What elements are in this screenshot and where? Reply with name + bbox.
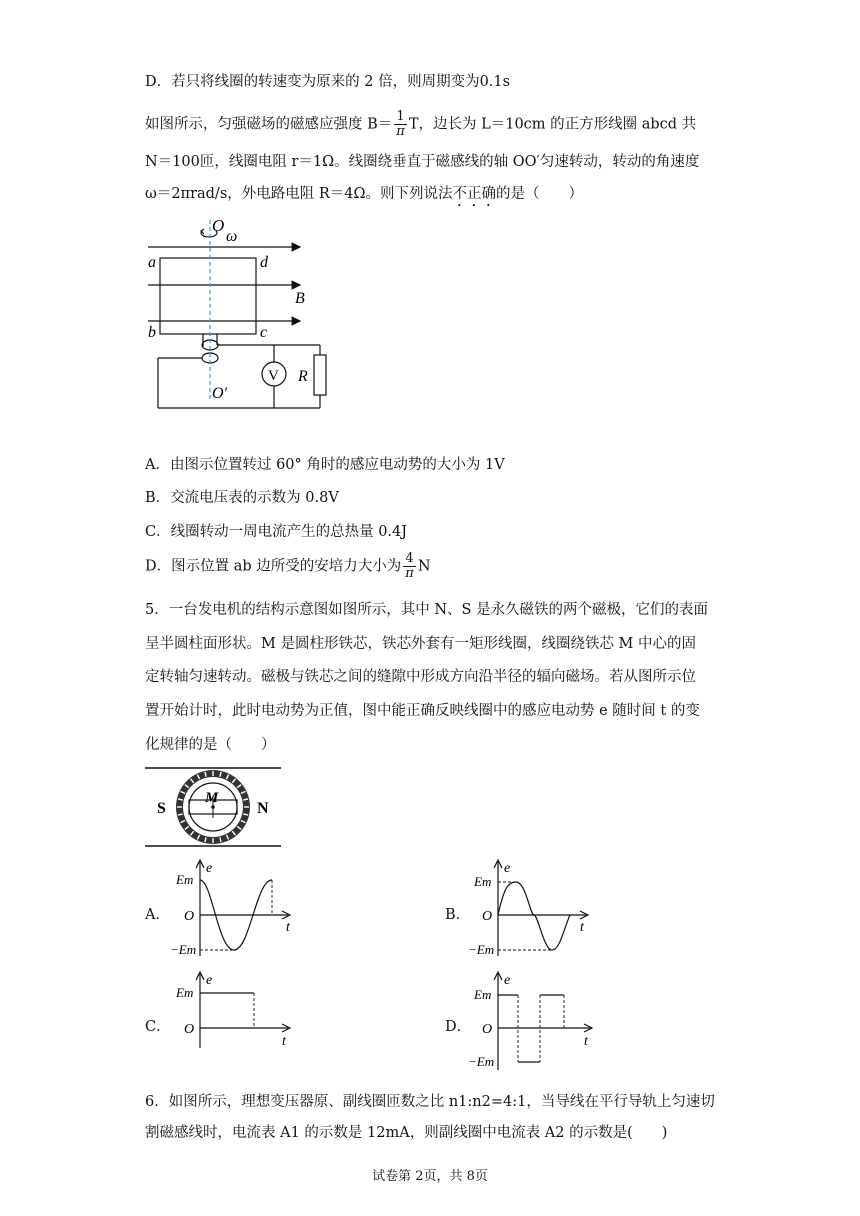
q5-b-em: Em xyxy=(474,874,492,889)
page-footer: 试卷第 2页，共 8页 xyxy=(372,1169,488,1184)
q4-stem-a: 如图所示，匀强磁场的磁感应强度 B＝ xyxy=(145,116,393,133)
q5-d-t: t xyxy=(584,1034,588,1049)
q4-option-b: B．交流电压表的示数为 0.8V xyxy=(145,490,339,506)
q5-d-e: e xyxy=(504,973,511,988)
q4-option-c: C．线圈转动一周电流产生的总热量 0.4J xyxy=(145,524,408,540)
q5-a-neg-em: −Em xyxy=(170,942,197,957)
q5-stem-line4: 置开始计时，此时电动势为正值，图中能正确反映线圈中的感应电动势 e 随时间 t 的变 xyxy=(145,703,700,719)
q4-label-b-field: B xyxy=(295,290,305,307)
q4-fraction-b xyxy=(394,110,407,139)
q5-option-c-label: C． xyxy=(145,1019,171,1035)
q5-b-t: t xyxy=(580,920,584,935)
q4-frac-den: π xyxy=(396,124,405,139)
q4-stem-b: T，边长为 L＝10cm 的正方形线圈 abcd 共 xyxy=(408,116,697,133)
q5-d-origin: O xyxy=(482,1022,493,1037)
q5-a-em: Em xyxy=(176,872,194,887)
q4-label-omega: ω xyxy=(226,228,238,245)
q5-graph-c xyxy=(170,970,300,1050)
q6-stem-line2: 割磁感线时，电流表 A1 的示数是 12mA，则副线圈中电流表 A2 的示数是( ) xyxy=(145,1125,668,1141)
q5-b-e: e xyxy=(504,861,511,876)
q5-stem-line1: 5．一台发电机的结构示意图如图所示，其中 N、S 是永久磁铁的两个磁极，它们的表面 xyxy=(145,602,709,618)
q5-a-e: e xyxy=(206,861,213,876)
q4-stem-line3-b: 的是（ ） xyxy=(496,186,584,202)
q4-label-b: b xyxy=(148,324,156,341)
q5-option-d-label: D． xyxy=(445,1019,472,1035)
q5-graph-d xyxy=(468,970,602,1074)
q4-option-a: A．由图示位置转过 60° 角时的感应电动势的大小为 1V xyxy=(145,457,505,473)
q5-stem-line2: 呈半圆柱面形状。M 是圆柱形铁芯，铁芯外套有一矩形线圈，线圈绕铁芯 M 中心的固 xyxy=(145,636,697,652)
q5-label-m: M xyxy=(205,790,219,806)
q5-a-t: t xyxy=(286,920,290,935)
q4-option-d-b: N xyxy=(417,558,431,575)
q5-d-em: Em xyxy=(474,987,492,1002)
q4-voltmeter-label: V xyxy=(268,368,279,384)
q4-option-d-den: π xyxy=(405,566,414,581)
q3-option-d: D．若只将线圈的转速变为原来的 2 倍，则周期变为0.1s xyxy=(145,74,511,90)
q4-coil-diagram xyxy=(140,215,340,415)
q5-d-neg-em: −Em xyxy=(468,1054,495,1069)
q5-generator-diagram xyxy=(145,766,281,848)
q4-label-o-prime: O′ xyxy=(212,385,228,402)
q4-label-c: c xyxy=(260,324,268,341)
q6-stem-line1: 6．如图所示，理想变压器原、副线圈匝数之比 n1:n2=4:1，当导线在平行导轨上匀速切 xyxy=(145,1094,715,1110)
q5-stem-line5: 化规律的是（ ） xyxy=(145,737,276,753)
q5-b-neg-em: −Em xyxy=(468,942,495,957)
q4-option-d xyxy=(145,552,760,581)
q5-stem-line3: 定转轴匀速转动。磁极与铁芯之间的缝隙中形成方向沿半径的辐向磁场。若从图所示位 xyxy=(145,669,696,685)
q5-label-n: N xyxy=(257,800,269,817)
q5-c-e: e xyxy=(206,973,213,988)
q4-label-r: R xyxy=(298,368,308,385)
q5-option-b-label: B． xyxy=(445,907,471,923)
q5-c-em: Em xyxy=(176,985,194,1000)
q4-stem-line3-a: ω＝2πrad/s，外电路电阻 R＝4Ω。则下列说法 xyxy=(145,186,453,202)
q5-option-a-label: A． xyxy=(145,907,170,923)
q4-label-o: O xyxy=(212,216,225,235)
q5-graph-a xyxy=(170,858,300,958)
q5-b-origin: O xyxy=(482,909,493,924)
q4-stem-line2: N＝100匝，线圈电阻 r＝1Ω。线圈绕垂直于磁感线的轴 OO′匀速转动，转动的角速度 xyxy=(145,154,700,170)
q5-a-origin: O xyxy=(184,909,195,924)
q4-option-d-a: D．图示位置 ab 边所受的安培力大小为 xyxy=(145,558,402,575)
q4-stem-line1 xyxy=(145,110,760,139)
q4-emphasis-text: 不正确 xyxy=(452,186,497,202)
q4-label-a: a xyxy=(148,254,156,271)
q5-c-origin: O xyxy=(184,1022,195,1037)
q5-graph-b xyxy=(468,858,598,958)
q4-option-d-num: 4 xyxy=(403,552,416,567)
q5-c-t: t xyxy=(282,1034,286,1049)
q5-label-s: S xyxy=(157,800,166,817)
q4-option-d-fraction xyxy=(403,552,416,581)
q4-label-d: d xyxy=(260,254,268,271)
q4-stem-line3 xyxy=(145,184,760,210)
q4-frac-num: 1 xyxy=(394,110,407,125)
